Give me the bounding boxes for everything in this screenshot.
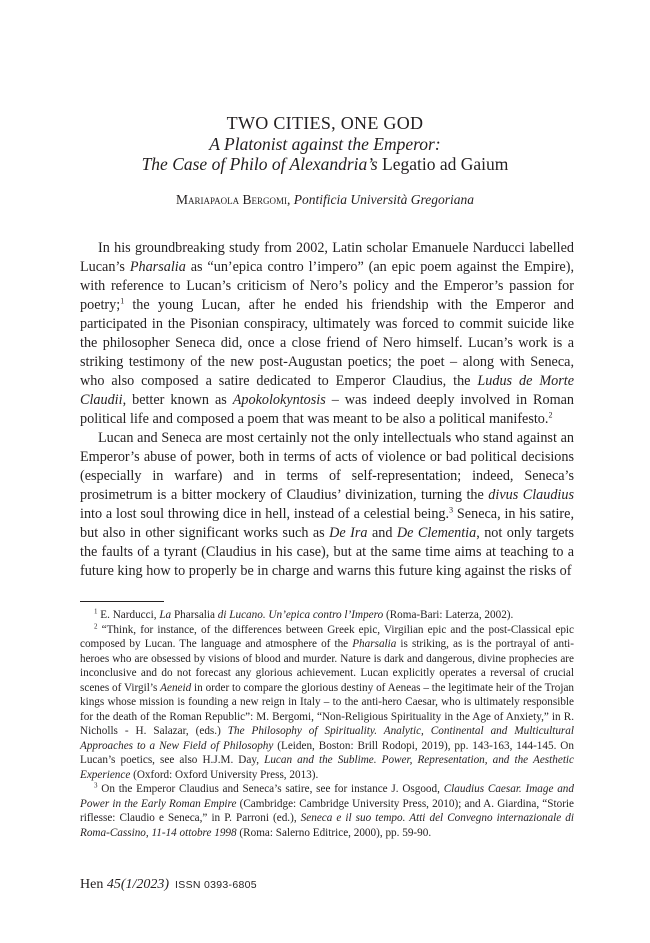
footnotes (80, 608, 574, 840)
footnote-ref-3[interactable]: 3 (449, 505, 454, 515)
footnote-2: $^2$ “Think, for instance, of the differences between Greek epic, Virgilian epic and the post-Classical epic composed by Lucan. The language and atmosphere of the Pharsalia is striking, as is the portrayal of anti-heroes who are obsessed by visions of blood and murder. Nature is dark and dangerous, divine prophecies are inconclusive and do not forecast any glorious achievement. Lucan explicitly operates a reversal of crucial scenes of Virgil’s Aeneid in order to compare the glorious destiny of Aeneas – the legitimate heir of the Trojan kings whose mission is founding a new reign in Italy – to the anti-hero Caesar, who is ultimately responsible for the death of the Roman Republic”: M. Bergomi, “Non-Religious Spirituality in the Age of Anxiety,” in R. Nicholls - H. Salazar, (eds.) The Philosophy of Spirituality. Analytic, Continental and Multicultural Approaches to a New Field of Philosophy (Leiden, Boston: Brill Rodopi, 2019), pp. 143-163, 144-145. On Lucan’s poetics, see also H.J.M. Day, Lucan and the Sublime. Power, Representation, and the Aesthetic Experience (Oxford: Oxford University Press, 2013). (80, 621, 575, 781)
footnote-divider (80, 601, 164, 602)
article-subtitle-line1: A Platonist against the Emperor: (209, 134, 441, 154)
journal-volume: 45(1/2023) (106, 877, 170, 892)
body-text (80, 239, 574, 581)
journal-name: Hen (80, 877, 107, 892)
journal-issn: ISSN 0393-6805 (175, 879, 257, 891)
author-line: Mariapaola Bergomi, Pontificia Università Gregoriana (175, 192, 475, 207)
author-name: Mariapaola Bergomi (175, 192, 288, 207)
paragraph-1: In his groundbreaking study from 2002, Latin scholar Emanuele Narducci labelled Lucan’s Pharsalia as “un’epica contro l’impero” (an epic poem against the Empire), with reference to Lucan’s criticism of Nero’s policy and the Emperor’s passion for poetry;$^1$ the young Lucan, after he ended his friendship with the Emperor and participated in the Pisonian conspiracy, ultimately was forced to commit suicide like the philosopher Seneca did, once a close friend of Nero himself. Lucan’s work is a striking testimony of the new post-Augustan poetics; the poet – along with Seneca, who also composed a satire dedicated to Emperor Claudius, the Ludus de Morte Claudii, better known as Apokolokyntosis – was indeed deeply involved in Roman political life and composed a poem that was meant to be also a political manifesto.$^2$ (80, 240, 574, 427)
article-title: TWO CITIES, ONE GOD (226, 113, 424, 133)
footnote-ref-2[interactable]: 2 (548, 410, 553, 420)
page-footer (80, 877, 257, 893)
article-subtitle-line2: The Case of Philo of Alexandria’s Legatio ad Gaium (141, 154, 509, 174)
article-header (60, 112, 590, 209)
footnote-ref-1[interactable]: 1 (120, 296, 125, 306)
paragraph-2: Lucan and Seneca are most certainly not the only intellectuals who stand against an Emperor’s abuse of power, both in terms of acts of violence or bad political decisions (especially in warfare) and in terms of self-representation; indeed, Seneca’s prosimetrum is a bitter mockery of Claudius’ divinization, turning the divus Claudius into a lost soul throwing dice in hell, instead of a celestial being.$^3$ Seneca, in his satire, but also in other significant works such as De Ira and De Clementia, not only targets the faults of a tyrant (Claudius in his case), but at the same time aims at teaching to a future king how to properly be in charge and warns this future king against the risks of (80, 430, 575, 579)
footnote-3: $^3$ On the Emperor Claudius and Seneca’s satire, see for instance J. Osgood, Claudius Caesar. Image and Power in the Early Roman Empire (Cambridge: Cambridge University Press, 2010); and A. Giardina, “Storie riflesse: Claudio e Seneca,” in P. Parroni (ed.), Seneca e il suo tempo. Atti del Convegno internazionale di Roma-Cassino, 11-14 ottobre 1998 (Roma: Salerno Editrice, 2000), pp. 59-90. (80, 781, 574, 839)
author-affiliation: Pontificia Università Gregoriana (293, 192, 475, 207)
footnote-1: $^1$ E. Narducci, La Pharsalia di Lucano. Un’epica contro l’Impero (Roma-Bari: Laterza, 2002). (94, 607, 514, 621)
